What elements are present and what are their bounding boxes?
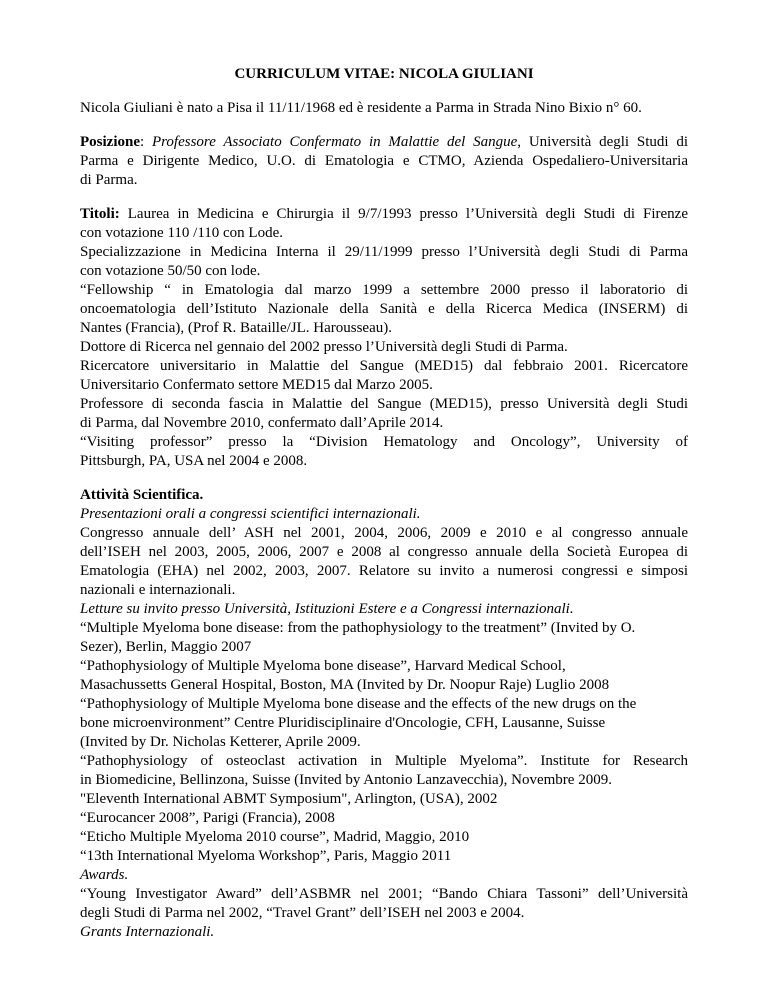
- letture-line: "Eleventh International ABMT Symposium", Arlington, (USA), 2002: [80, 791, 498, 807]
- attivita-heading: Attività Scientifica.: [80, 487, 204, 503]
- letture-heading: Letture su invito presso Università, Istituzioni Estere e a Congressi internazionali.: [80, 601, 574, 617]
- letture-line: “Eurocancer 2008”, Parigi (Francia), 2008: [80, 810, 335, 826]
- titoli-line: con votazione 110 /110 con Lode.: [80, 225, 283, 241]
- letture-line: “Multiple Myeloma bone disease: from the pathophysiology to the treatment” (Invited by O.: [80, 620, 636, 636]
- letture-line: “Pathophysiology of Multiple Myeloma bone disease and the effects of the new drugs on the: [80, 696, 637, 712]
- awards-heading: Awards.: [80, 867, 129, 883]
- grants-heading: Grants Internazionali.: [80, 924, 215, 940]
- posizione-label: Posizione: [80, 134, 140, 150]
- titoli-line: “Fellowship “ in Ematologia dal marzo 1999 a settembre 2000 presso il laboratorio di: [80, 282, 688, 298]
- letture-line: Sezer), Berlin, Maggio 2007: [80, 639, 252, 655]
- titoli-line: di Parma, dal Novembre 2010, confermato dall’Aprile 2014.: [80, 415, 444, 431]
- document-title: CURRICULUM VITAE: NICOLA GIULIANI: [234, 66, 534, 82]
- titoli-line: oncoematologia dell’Istituto Nazionale della Sanità e della Ricerca Medica (INSERM) di: [80, 301, 688, 317]
- titoli-line: Professore di seconda fascia in Malattie del Sangue (MED15), presso Università degli Studi: [80, 396, 688, 412]
- titoli-line: Specializzazione in Medicina Interna il 29/11/1999 presso l’Università degli Studi di Parma: [80, 244, 688, 260]
- letture-line: (Invited by Dr. Nicholas Ketterer, Aprile 2009.: [80, 734, 361, 750]
- presentazioni-line: Congresso annuale dell’ ASH nel 2001, 2004, 2006, 2009 e 2010 e al congresso annuale: [80, 525, 688, 541]
- posizione-title: Professore Associato Confermato in Malattie del Sangue: [151, 134, 518, 150]
- titoli-line: Nantes (Francia), (Prof R. Bataille/JL. Harousseau).: [80, 320, 392, 336]
- letture-line: Masachussetts General Hospital, Boston, MA (Invited by Dr. Noopur Raje) Luglio 2008: [80, 677, 610, 693]
- titoli-line: con votazione 50/50 con lode.: [80, 263, 261, 279]
- presentazioni-heading: Presentazioni orali a congressi scientifici internazionali.: [80, 506, 421, 522]
- presentazioni-line: dell’ISEH nel 2003, 2005, 2006, 2007 e 2008 al congresso annuale della Società Europea di: [80, 544, 688, 560]
- titoli-line: “Visiting professor” presso la “Division Hematology and Oncology”, University of: [80, 434, 688, 450]
- letture-line: bone microenvironment” Centre Pluridisciplinaire d'Oncologie, CFH, Lausanne, Suisse: [80, 715, 606, 731]
- titoli-line: Universitario Confermato settore MED15 dal Marzo 2005.: [80, 377, 433, 393]
- posizione-line-1: Posizione: Professore Associato Confermato in Malattie del Sangue, Università degli Studi di: [80, 134, 688, 150]
- letture-line: “Eticho Multiple Myeloma 2010 course”, Madrid, Maggio, 2010: [80, 829, 470, 845]
- titoli-line: Titoli: Laurea in Medicina e Chirurgia il 9/7/1993 presso l’Università degli Studi di Firenze: [80, 206, 688, 222]
- presentazioni-line: Ematologia (EHA) nel 2002, 2003, 2007. Relatore su invito a numerosi congressi e simposi: [80, 563, 688, 579]
- letture-line: in Biomedicine, Bellinzona, Suisse (Invited by Antonio Lanzavecchia), Novembre 2009.: [80, 772, 612, 788]
- intro-line: Nicola Giuliani è nato a Pisa il 11/11/1968 ed è residente a Parma in Strada Nino Bixio n° 60.: [80, 100, 642, 116]
- presentazioni-line: nazionali e internazionali.: [80, 582, 236, 598]
- titoli-line: Dottore di Ricerca nel gennaio del 2002 presso l’Università degli Studi di Parma.: [80, 339, 568, 355]
- posizione-line-3: di Parma.: [80, 172, 138, 188]
- letture-line: “Pathophysiology of Multiple Myeloma bone disease”, Harvard Medical School,: [80, 658, 566, 674]
- titoli-line: Ricercatore universitario in Malattie del Sangue (MED15) dal febbraio 2001. Ricercatore: [80, 358, 688, 374]
- titoli-label: Titoli:: [80, 206, 120, 222]
- awards-line: degli Studi di Parma nel 2002, “Travel Grant” dell’ISEH nel 2003 e 2004.: [80, 905, 525, 921]
- letture-line: “Pathophysiology of osteoclast activation in Multiple Myeloma”. Institute for Research: [80, 753, 688, 769]
- posizione-line-2: Parma e Dirigente Medico, U.O. di Ematologia e CTMO, Azienda Ospedaliero-Universitaria: [80, 153, 688, 169]
- letture-line: “13th International Myeloma Workshop”, Paris, Maggio 2011: [80, 848, 452, 864]
- awards-line: “Young Investigator Award” dell’ASBMR nel 2001; “Bando Chiara Tassoni” dell’Università: [80, 886, 688, 902]
- titoli-line: Pittsburgh, PA, USA nel 2004 e 2008.: [80, 453, 308, 469]
- posizione-rest: , Università degli Studi di: [517, 134, 688, 150]
